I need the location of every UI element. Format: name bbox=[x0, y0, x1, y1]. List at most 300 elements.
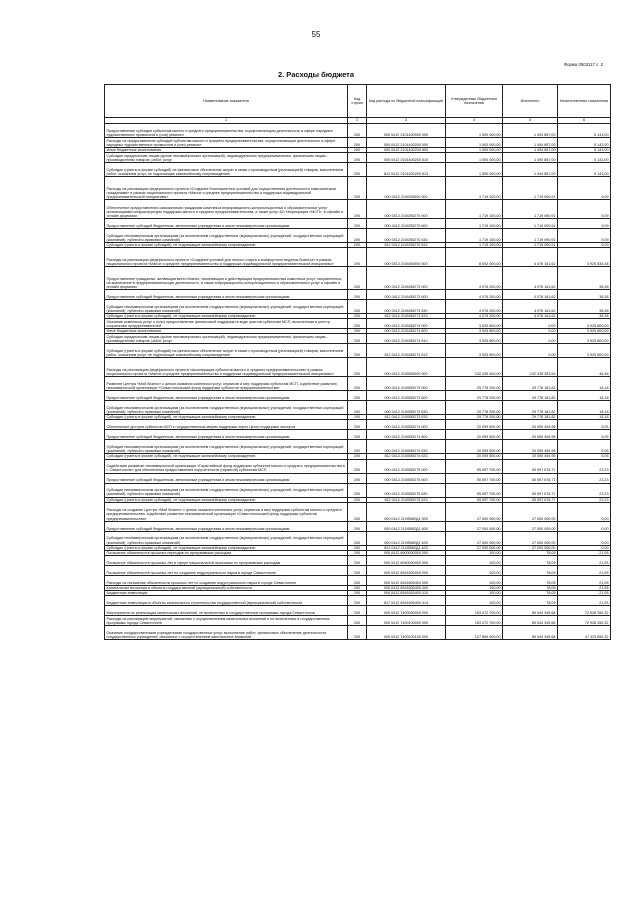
table-row bbox=[105, 243, 611, 248]
budget-code: 812 0412 210I555275 633 bbox=[367, 497, 446, 502]
line-code: 200 bbox=[348, 219, 367, 229]
approved-amount: 100,00 bbox=[446, 590, 503, 595]
line-code: 200 bbox=[348, 483, 367, 497]
table-row bbox=[105, 430, 611, 440]
executed-amount: 20 059 494,95 bbox=[503, 454, 558, 459]
line-code: 200 bbox=[348, 300, 367, 314]
executed-amount: 0,00 bbox=[503, 329, 558, 334]
line-code: 200 bbox=[348, 502, 367, 521]
indicator-name: Субсидии (гранты в форме субсидий) на финансовое обеспечение затрат в связи с производством (реализацией) товаров, выполнением работ, оказанием услуг, не подлежащие казначейскому сопровождению bbox=[105, 163, 348, 177]
line-code: 200 bbox=[348, 596, 367, 606]
executed-amount: 132 435 353,54 bbox=[503, 358, 558, 377]
approved-amount: 29 778 200,00 bbox=[446, 391, 503, 401]
budget-code: 000 0412 6941800000 000 bbox=[367, 565, 446, 575]
indicator-name: Погашение обязательств прошлых периодов по программным расходам bbox=[105, 550, 348, 555]
indicator-name: Расходы на погашение обязательств прошлых лет по созданию индустриального парка в городе Севастополе bbox=[105, 575, 348, 585]
unexecuted-amount: 21,95 bbox=[558, 575, 611, 585]
indicator-name: Расходы на реализацию федерального проекта «Акселерация субъектов малого и среднего предпринимательства» в рамках национального проекта «Малое и среднее предпринимательство и поддержка индивидуальной предпринимательской инициативы» bbox=[105, 358, 348, 377]
indicator-name: Иные бюджетные ассигнования bbox=[105, 148, 348, 153]
approved-amount: 29 778 200,00 bbox=[446, 415, 503, 420]
table-row bbox=[105, 531, 611, 545]
executed-amount: 78,05 bbox=[503, 590, 558, 595]
line-code: 200 bbox=[348, 550, 367, 555]
indicator-name: Предоставление субсидий бюджетным, автономным учреждениям и иным некоммерческим организациям bbox=[105, 430, 348, 440]
table-row bbox=[105, 153, 611, 163]
executed-amount: 1 719 090,91 bbox=[503, 243, 558, 248]
unexecuted-amount: 5 143,00 bbox=[558, 124, 611, 138]
unexecuted-amount: 21,95 bbox=[558, 555, 611, 565]
executed-amount: 55 597 676,77 bbox=[503, 459, 558, 473]
table-row bbox=[105, 200, 611, 219]
executed-amount: 4 076 161,62 bbox=[503, 267, 558, 290]
executed-amount: 78,05 bbox=[503, 550, 558, 555]
approved-amount: 100,00 bbox=[446, 585, 503, 590]
line-code: 200 bbox=[348, 420, 367, 430]
indicator-name: Капитальные вложения в объекты государственной (муниципальной) собственности bbox=[105, 585, 348, 590]
approved-amount: 55 597 700,00 bbox=[446, 473, 503, 483]
unexecuted-amount: 21,95 bbox=[558, 590, 611, 595]
line-code: 200 bbox=[348, 344, 367, 358]
unexecuted-amount: 18,18 bbox=[558, 415, 611, 420]
unexecuted-amount: 3 925 800,00 bbox=[558, 344, 611, 358]
approved-amount: 55 597 700,00 bbox=[446, 497, 503, 502]
approved-amount: 27 000 000,00 bbox=[446, 531, 503, 545]
executed-amount: 1 494 857,00 bbox=[503, 163, 558, 177]
budget-code: 000 0412 6941800400 410 bbox=[367, 590, 446, 595]
table-row bbox=[105, 555, 611, 565]
indicator-name: Субсидии (гранты в форме субсидий), не подлежащие казначейскому сопровождению bbox=[105, 545, 348, 550]
approved-amount: 100,00 bbox=[446, 550, 503, 555]
budget-code: 812 0412 2101400200 813 bbox=[367, 163, 446, 177]
executed-amount: 20 059 494,95 bbox=[503, 430, 558, 440]
executed-amount: 1 494 857,00 bbox=[503, 153, 558, 163]
indicator-name: Предоставление субсидий бюджетным, автономным учреждениям и иным некоммерческим организациям bbox=[105, 290, 348, 300]
approved-amount: 100,00 bbox=[446, 575, 503, 585]
table-row bbox=[105, 596, 611, 606]
line-code: 200 bbox=[348, 440, 367, 454]
indicator-name: Субсидии некоммерческим организациям (за исключением государственных (муниципальных) учреждений, государственных корпораций (компаний), публично-правовых компаний) bbox=[105, 229, 348, 243]
executed-amount: 4 076 161,62 bbox=[503, 300, 558, 314]
line-code: 200 bbox=[348, 138, 367, 148]
indicator-name: Предоставление гражданам, желающим вести бизнес, начинающим и действующим предпринимателям комплекса услуг, направленных на вовлечение в предпринимательскую деятельность, а также информационно-консультационных и образовательных услуг в офлайн и онлайн форматах bbox=[105, 267, 348, 290]
table-row bbox=[105, 440, 611, 454]
unexecuted-amount: 3 925 800,00 bbox=[558, 334, 611, 344]
table-row bbox=[105, 483, 611, 497]
unexecuted-amount: 23,23 bbox=[558, 483, 611, 497]
line-code: 200 bbox=[348, 590, 367, 595]
line-code: 200 bbox=[348, 575, 367, 585]
executed-amount: 27 000 000,00 bbox=[503, 531, 558, 545]
approved-amount: 27 000 000,00 bbox=[446, 545, 503, 550]
indicator-name: Субсидии (гранты в форме субсидий) на финансовое обеспечение затрат в связи с производством (реализацией) товаров, выполнением работ, оказанием услуг, не подлежащие казначейскому сопровождению bbox=[105, 344, 348, 358]
table-row bbox=[105, 401, 611, 415]
unexecuted-amount: 38,38 bbox=[558, 300, 611, 314]
indicator-name: Оказание комплекса услуг и (или) предоставление финансовой поддержки в виде грантов субъектам МСП, включенным в реестр социальных предпринимателей bbox=[105, 319, 348, 329]
line-code: 200 bbox=[348, 334, 367, 344]
approved-amount: 1 719 100,00 bbox=[446, 219, 503, 229]
budget-code: 000 0412 6900000000 000 bbox=[367, 550, 446, 555]
table-row bbox=[105, 344, 611, 358]
table-row bbox=[105, 334, 611, 344]
table-row bbox=[105, 545, 611, 550]
approved-amount: 55 597 700,00 bbox=[446, 459, 503, 473]
budget-code: 817 0412 6941800400 414 bbox=[367, 596, 446, 606]
executed-amount: 29 778 181,82 bbox=[503, 415, 558, 420]
unexecuted-amount: 5,05 bbox=[558, 420, 611, 430]
indicator-name: Содействие развитию некоммерческой организации «Гарантийный фонд поддержки субъектов малого и среднего предпринимательства в г. Севастополе» для обеспечения предоставления поручительств (гарантий) субъектам МСП bbox=[105, 459, 348, 473]
table-row bbox=[105, 502, 611, 521]
approved-amount: 1 719 100,00 bbox=[446, 243, 503, 248]
unexecuted-amount: 5,05 bbox=[558, 454, 611, 459]
line-code: 200 bbox=[348, 329, 367, 334]
line-code: 200 bbox=[348, 401, 367, 415]
approved-amount: 4 076 200,00 bbox=[446, 300, 503, 314]
budget-code: 000 0412 210I455274 000 bbox=[367, 319, 446, 329]
unexecuted-amount: 38,38 bbox=[558, 267, 611, 290]
unexecuted-amount: 5 143,00 bbox=[558, 138, 611, 148]
indicator-name: Обеспечение доступа субъектов МСП к государственным мерам поддержки через Центр поддержки экспорта bbox=[105, 420, 348, 430]
indicator-name: Расходы на реализацию мероприятий, связанных с осуществлением капитальных вложений и не включенных в государственные программы города Севастополя bbox=[105, 616, 348, 626]
table-row bbox=[105, 575, 611, 585]
budget-code: 000 0412 6941800400 000 bbox=[367, 575, 446, 585]
line-code: 200 bbox=[348, 200, 367, 219]
approved-amount: 132 435 400,00 bbox=[446, 358, 503, 377]
approved-amount: 55 597 700,00 bbox=[446, 483, 503, 497]
indicator-name: Оказание государственными учреждениями государственных услуг, выполнение работ, финансовое обеспечение деятельности государственных учреждений, связанных с осуществлением капитальных вложений bbox=[105, 626, 348, 640]
budget-code: 000 0412 210I255270 000 bbox=[367, 200, 446, 219]
indicator-name: Субсидии юридическим лицам (кроме некоммерческих организаций), индивидуальным предпринимателям, физическим лицам - производителям товаров, работ, услуг bbox=[105, 334, 348, 344]
approved-amount: 4 076 200,00 bbox=[446, 314, 503, 319]
budget-code: 812 0412 210I455273 633 bbox=[367, 314, 446, 319]
executed-amount: 0,00 bbox=[503, 344, 558, 358]
budget-code: 000 0412 210I555273 600 bbox=[367, 391, 446, 401]
indicator-name: Иные бюджетные ассигнования bbox=[105, 329, 348, 334]
approved-amount: 100,00 bbox=[446, 555, 503, 565]
executed-amount: 29 778 181,82 bbox=[503, 377, 558, 391]
table-body bbox=[105, 124, 611, 640]
budget-code: 000 0412 210I555273 630 bbox=[367, 401, 446, 415]
executed-amount: 78,05 bbox=[503, 575, 558, 585]
line-code: 200 bbox=[348, 565, 367, 575]
budget-code: 000 0412 210I455274 810 bbox=[367, 334, 446, 344]
indicator-name: Субсидии (гранты в форме субсидий), не подлежащие казначейскому сопровождению bbox=[105, 243, 348, 248]
unexecuted-amount: 5,05 bbox=[558, 430, 611, 440]
executed-amount: 1 719 090,91 bbox=[503, 200, 558, 219]
table-row bbox=[105, 163, 611, 177]
line-code: 200 bbox=[348, 319, 367, 329]
line-code: 200 bbox=[348, 585, 367, 590]
budget-code: 000 0412 210I455273 000 bbox=[367, 267, 446, 290]
unexecuted-amount: 3 925 800,00 bbox=[558, 329, 611, 334]
table-row bbox=[105, 459, 611, 473]
executed-amount: 80 544 349,68 bbox=[503, 626, 558, 640]
table-row bbox=[105, 358, 611, 377]
budget-code: 000 0412 210I5582Д1 000 bbox=[367, 502, 446, 521]
unexecuted-amount: 46,46 bbox=[558, 358, 611, 377]
table-row bbox=[105, 454, 611, 459]
table-row bbox=[105, 267, 611, 290]
line-code: 200 bbox=[348, 267, 367, 290]
indicator-name: Субсидии (гранты в форме субсидий), не подлежащие казначейскому сопровождению bbox=[105, 415, 348, 420]
unexecuted-amount: 23,23 bbox=[558, 497, 611, 502]
budget-code: 000 0412 210I555275 600 bbox=[367, 473, 446, 483]
approved-amount: 1 719 100,00 bbox=[446, 200, 503, 219]
table-row bbox=[105, 616, 611, 626]
indicator-name: Бюджетные инвестиции bbox=[105, 590, 348, 595]
approved-amount: 20 059 500,00 bbox=[446, 440, 503, 454]
table-row bbox=[105, 124, 611, 138]
column-header-approved: Утвержденные бюджетные назначения bbox=[446, 85, 503, 118]
unexecuted-amount: 21,95 bbox=[558, 585, 611, 590]
approved-amount: 1 500 000,00 bbox=[446, 138, 503, 148]
executed-amount: 27 000 000,00 bbox=[503, 545, 558, 550]
approved-amount: 4 076 200,00 bbox=[446, 290, 503, 300]
executed-amount: 20 059 494,95 bbox=[503, 440, 558, 454]
column-index: 6 bbox=[558, 118, 611, 124]
column-index: 5 bbox=[503, 118, 558, 124]
executed-amount: 1 494 857,00 bbox=[503, 138, 558, 148]
indicator-name: Погашение обязательств прошлых лет по созданию индустриального парка в городе Севастополе bbox=[105, 565, 348, 575]
approved-amount: 4 076 200,00 bbox=[446, 267, 503, 290]
approved-amount: 100,00 bbox=[446, 565, 503, 575]
approved-amount: 20 059 500,00 bbox=[446, 454, 503, 459]
approved-amount: 27 000 000,00 bbox=[446, 521, 503, 531]
approved-amount: 153 472 700,00 bbox=[446, 606, 503, 616]
budget-code: 000 0412 2101400200 800 bbox=[367, 148, 446, 153]
approved-amount: 1 500 000,00 bbox=[446, 153, 503, 163]
approved-amount: 3 925 800,00 bbox=[446, 334, 503, 344]
executed-amount: 55 597 676,77 bbox=[503, 473, 558, 483]
budget-code: 000 0412 2101400200 000 bbox=[367, 138, 446, 148]
unexecuted-amount: 3 925 838,38 bbox=[558, 248, 611, 267]
approved-amount: 1 719 100,00 bbox=[446, 229, 503, 243]
executed-amount: 4 076 161,62 bbox=[503, 248, 558, 267]
indicator-name: Расходы на создание Центра «Мой бизнес» с целью оказания комплекса услуг, сервисов и мер поддержки субъектам малого и среднего предпринимательства, содействие развитию некоммерческой организации «Севастопольский фонд поддержки субъектов предпринимательства» bbox=[105, 502, 348, 521]
table-row bbox=[105, 314, 611, 319]
budget-code: 000 0412 210I400000 000 bbox=[367, 248, 446, 267]
table-row bbox=[105, 229, 611, 243]
table-row bbox=[105, 300, 611, 314]
budget-code: 000 0412 210I455273 630 bbox=[367, 300, 446, 314]
executed-amount: 4 076 161,62 bbox=[503, 314, 558, 319]
executed-amount: 55 597 676,77 bbox=[503, 497, 558, 502]
line-code: 200 bbox=[348, 473, 367, 483]
unexecuted-amount: 23,23 bbox=[558, 473, 611, 483]
line-code: 200 bbox=[348, 545, 367, 550]
unexecuted-amount: 5 143,00 bbox=[558, 163, 611, 177]
budget-code: 000 0412 210I555275 000 bbox=[367, 459, 446, 473]
budget-code: 000 0412 210I5582Д1 630 bbox=[367, 531, 446, 545]
unexecuted-amount: 3 925 800,00 bbox=[558, 319, 611, 329]
budget-code: 812 0412 210I255270 633 bbox=[367, 243, 446, 248]
table-row bbox=[105, 138, 611, 148]
budget-code: 000 0412 210I555275 630 bbox=[367, 483, 446, 497]
approved-amount: 3 925 800,00 bbox=[446, 319, 503, 329]
line-code: 200 bbox=[348, 555, 367, 565]
line-code: 200 bbox=[348, 459, 367, 473]
executed-amount: 27 000 000,00 bbox=[503, 502, 558, 521]
unexecuted-amount: 18,18 bbox=[558, 391, 611, 401]
section-title: 2. Расходы бюджета bbox=[277, 70, 355, 79]
column-header-unexecuted: Неисполненные назначения bbox=[558, 85, 611, 118]
budget-code: 812 0412 210I555274 633 bbox=[367, 454, 446, 459]
unexecuted-amount: 9,09 bbox=[558, 177, 611, 200]
budget-code: 000 0412 2101400000 000 bbox=[367, 124, 446, 138]
table-row bbox=[105, 626, 611, 640]
unexecuted-amount: 0,00 bbox=[558, 502, 611, 521]
budget-code: 000 0412 210I555274 600 bbox=[367, 430, 446, 440]
unexecuted-amount: 21,95 bbox=[558, 596, 611, 606]
approved-amount: 3 925 800,00 bbox=[446, 344, 503, 358]
unexecuted-amount: 0,00 bbox=[558, 545, 611, 550]
indicator-name: Развитие Центра «Мой бизнес» с целью оказания комплекса услуг, сервисов и мер поддержки субъектам МСП, содействие развитию некоммерческой организации «Севастопольский фонд поддержки субъектов предпринимательства» bbox=[105, 377, 348, 391]
unexecuted-amount: 9,09 bbox=[558, 229, 611, 243]
executed-amount: 55 597 676,77 bbox=[503, 483, 558, 497]
budget-code: 000 0412 7400000000 000 bbox=[367, 606, 446, 616]
table-row bbox=[105, 177, 611, 200]
executed-amount: 29 778 181,82 bbox=[503, 391, 558, 401]
column-header-executed: Исполнено bbox=[503, 85, 558, 118]
indicator-name: Расходы на предоставление субсидий субъектам малого и среднего предпринимательства, осуществляющим деятельность в сфере народных художественных промыслов и (или) ремесел bbox=[105, 138, 348, 148]
table-row bbox=[105, 606, 611, 616]
budget-code: 812 0412 210I455274 813 bbox=[367, 344, 446, 358]
budget-code: 000 0412 210I555273 000 bbox=[367, 377, 446, 391]
budget-code: 000 0412 210I255270 630 bbox=[367, 229, 446, 243]
table-row bbox=[105, 565, 611, 575]
unexecuted-amount: 72 928 350,32 bbox=[558, 616, 611, 626]
executed-amount: 80 544 349,68 bbox=[503, 616, 558, 626]
budget-code: 000 0412 2101400200 810 bbox=[367, 153, 446, 163]
approved-amount: 1 719 100,00 bbox=[446, 177, 503, 200]
line-code: 200 bbox=[348, 391, 367, 401]
approved-amount: 1 500 000,00 bbox=[446, 124, 503, 138]
approved-amount: 153 472 700,00 bbox=[446, 616, 503, 626]
unexecuted-amount: 23,23 bbox=[558, 459, 611, 473]
budget-code: 000 0412 210I555274 000 bbox=[367, 420, 446, 430]
indicator-name: Предоставление субсидии субъектам малого и среднего предпринимательства, осуществляющим деятельность в сфере народных художественных промыслов и (или) ремесел bbox=[105, 124, 348, 138]
line-code: 200 bbox=[348, 497, 367, 502]
line-code: 200 bbox=[348, 454, 367, 459]
executed-amount: 1 494 857,00 bbox=[503, 148, 558, 153]
budget-code: 000 0412 210I455274 800 bbox=[367, 329, 446, 334]
line-code: 200 bbox=[348, 177, 367, 200]
unexecuted-amount: 0,00 bbox=[558, 521, 611, 531]
line-code: 200 bbox=[348, 377, 367, 391]
unexecuted-amount: 5 143,00 bbox=[558, 148, 611, 153]
executed-amount: 29 778 181,82 bbox=[503, 401, 558, 415]
executed-amount: 78,05 bbox=[503, 565, 558, 575]
executed-amount: 78,05 bbox=[503, 596, 558, 606]
table-row bbox=[105, 248, 611, 267]
unexecuted-amount: 72 928 350,32 bbox=[558, 606, 611, 616]
line-code: 200 bbox=[348, 531, 367, 545]
table-row bbox=[105, 497, 611, 502]
line-code: 200 bbox=[348, 430, 367, 440]
indicator-name: Субсидии (гранты в форме субсидий), не подлежащие казначейскому сопровождению bbox=[105, 314, 348, 319]
line-code: 200 bbox=[348, 248, 367, 267]
approved-amount: 29 778 200,00 bbox=[446, 377, 503, 391]
budget-code: 000 0412 7400100000 000 bbox=[367, 616, 446, 626]
table-row bbox=[105, 420, 611, 430]
column-header-line-code: Код строки bbox=[348, 85, 367, 118]
executed-amount: 1 719 090,91 bbox=[503, 229, 558, 243]
budget-code: 000 0412 210I200000 000 bbox=[367, 177, 446, 200]
column-index: 4 bbox=[446, 118, 503, 124]
unexecuted-amount: 9,09 bbox=[558, 200, 611, 219]
table-row bbox=[105, 377, 611, 391]
indicator-name: Предоставление субсидий бюджетным, автономным учреждениям и иным некоммерческим организациям bbox=[105, 473, 348, 483]
column-index: 2 bbox=[348, 118, 367, 124]
executed-amount: 80 544 349,68 bbox=[503, 606, 558, 616]
executed-amount: 1 719 090,91 bbox=[503, 177, 558, 200]
indicator-name: Расходы на реализацию федерального проекта «Создание благоприятных условий для осуществления деятельности самозанятыми гражданами» в рамках национального проекта «Малое и среднее предпринимательство и поддержка индивидуальной предпринимательской инициативы» bbox=[105, 177, 348, 200]
unexecuted-amount: 0,00 bbox=[558, 531, 611, 545]
unexecuted-amount: 9,09 bbox=[558, 219, 611, 229]
indicator-name: Субсидии юридическим лицам (кроме некоммерческих организаций), индивидуальным предпринимателям, физическим лицам - производителям товаров, работ, услуг bbox=[105, 153, 348, 163]
budget-code: 000 0412 210I255270 600 bbox=[367, 219, 446, 229]
unexecuted-amount: 38,38 bbox=[558, 290, 611, 300]
executed-amount: 27 000 000,00 bbox=[503, 521, 558, 531]
page-number: 55 bbox=[311, 30, 321, 39]
indicator-name: Обеспечение предоставления самозанятым гражданам комплекса информационно-консультационных и образовательных услуг организациями инфраструктуры поддержки малого и среднего предпринимательства, а также услуг АО «Корпорация «МСП», в офлайн и онлайн форматах bbox=[105, 200, 348, 219]
indicator-name: Субсидии некоммерческим организациям (за исключением государственных (муниципальных) учреждений, государственных корпораций (компаний), публично-правовых компаний) bbox=[105, 483, 348, 497]
table-row bbox=[105, 219, 611, 229]
budget-code: 000 0412 6940000000 000 bbox=[367, 555, 446, 565]
unexecuted-amount: 9,09 bbox=[558, 243, 611, 248]
line-code: 200 bbox=[348, 148, 367, 153]
indicator-name: Субсидии некоммерческим организациям (за исключением государственных (муниципальных) учреждений, государственных корпораций (компаний), публично-правовых компаний) bbox=[105, 300, 348, 314]
budget-code: 000 0412 210I555274 630 bbox=[367, 440, 446, 454]
table-row bbox=[105, 290, 611, 300]
indicator-name: Предоставление субсидий бюджетным, автономным учреждениям и иным некоммерческим организациям bbox=[105, 521, 348, 531]
line-code: 200 bbox=[348, 229, 367, 243]
executed-amount: 4 076 161,62 bbox=[503, 290, 558, 300]
indicator-name: Предоставление субсидий бюджетным, автономным учреждениям и иным некоммерческим организациям bbox=[105, 219, 348, 229]
line-code: 200 bbox=[348, 521, 367, 531]
indicator-name: Субсидии некоммерческим организациям (за исключением государственных (муниципальных) учреждений, государственных корпораций (компаний), публично-правовых компаний) bbox=[105, 531, 348, 545]
table-row bbox=[105, 391, 611, 401]
line-code: 200 bbox=[348, 616, 367, 626]
column-index: 3 bbox=[367, 118, 446, 124]
executed-amount: 78,05 bbox=[503, 585, 558, 590]
indicator-name: Погашение обязательств прошлых лет в сфере национальной экономики по программным расходам bbox=[105, 555, 348, 565]
executed-amount: 20 059 494,95 bbox=[503, 420, 558, 430]
column-header-name: Наименование показателя bbox=[105, 85, 348, 118]
column-header-budget-code: Код расхода по бюджетной классификации bbox=[367, 85, 446, 118]
indicator-name: Предоставление субсидий бюджетным, автономным учреждениям и иным некоммерческим организациям bbox=[105, 391, 348, 401]
budget-expenses-table bbox=[104, 84, 611, 640]
line-code: 200 bbox=[348, 163, 367, 177]
approved-amount: 8 002 000,00 bbox=[446, 248, 503, 267]
budget-code: 000 0412 7400100100 000 bbox=[367, 626, 446, 640]
approved-amount: 20 059 500,00 bbox=[446, 420, 503, 430]
budget-code: 000 0412 210I500000 000 bbox=[367, 358, 446, 377]
column-index: 1 bbox=[105, 118, 348, 124]
line-code: 200 bbox=[348, 124, 367, 138]
budget-code: 000 0412 210I455273 600 bbox=[367, 290, 446, 300]
line-code: 200 bbox=[348, 606, 367, 616]
budget-code: 812 0412 210I5582Д1 633 bbox=[367, 545, 446, 550]
line-code: 200 bbox=[348, 153, 367, 163]
indicator-name: Бюджетные инвестиции в объекты капитального строительства государственной (муниципальной) собственности bbox=[105, 596, 348, 606]
executed-amount: 1 719 090,91 bbox=[503, 219, 558, 229]
indicator-name: Мероприятия по реализации капитальных вложений, не включенных в государственные программы города Севастополя bbox=[105, 606, 348, 616]
executed-amount: 1 494 857,00 bbox=[503, 124, 558, 138]
approved-amount: 1 500 000,00 bbox=[446, 163, 503, 177]
line-code: 200 bbox=[348, 314, 367, 319]
table-row bbox=[105, 473, 611, 483]
table-row bbox=[105, 415, 611, 420]
